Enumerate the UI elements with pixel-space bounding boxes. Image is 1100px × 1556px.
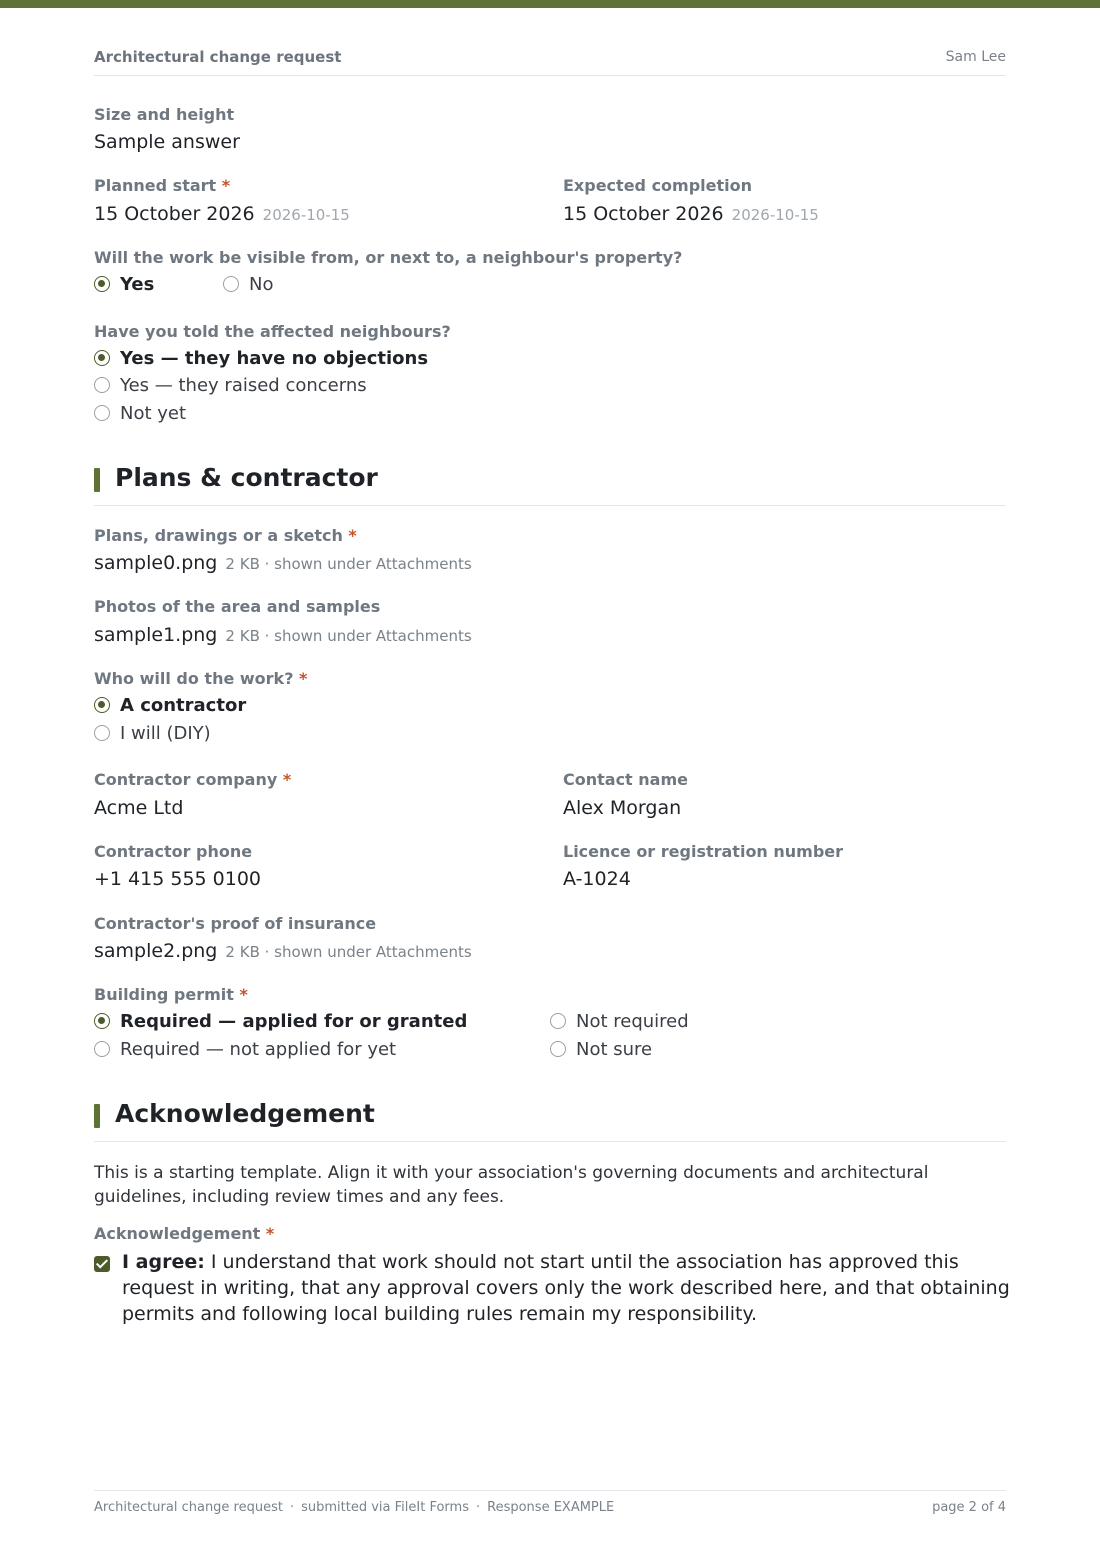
- form-title: Architectural change request: [94, 48, 342, 66]
- photos-file-value: [94, 624, 472, 646]
- planned-start-value: 15 October 2026 2026-10-15: [94, 203, 350, 225]
- page-header: [94, 48, 1006, 76]
- told-question: Have you told the affected neighbours?: [94, 322, 451, 341]
- required-mark: *: [265, 1224, 275, 1243]
- top-accent-bar: [0, 0, 1100, 8]
- radio-selected-icon: [94, 1013, 110, 1029]
- told-option-no-objections[interactable]: Yes — they have no objections: [94, 348, 428, 370]
- size-height-label: Size and height: [94, 105, 235, 124]
- required-mark: *: [239, 985, 248, 1004]
- radio-icon: [94, 1041, 110, 1057]
- required-mark: *: [299, 669, 308, 688]
- section-title: Plans & contractor: [115, 463, 378, 492]
- page-number: page 2 of 4: [932, 1500, 1006, 1515]
- expected-completion-value: 15 October 2026 2026-10-15: [563, 203, 819, 225]
- plans-filename: sample0.png: [94, 552, 218, 574]
- checkbox-checked-icon[interactable]: [94, 1256, 110, 1272]
- contractor-phone-label: Contractor phone: [94, 842, 253, 861]
- permit-option-not-required[interactable]: Not required: [550, 1011, 689, 1033]
- planned-start-label: Planned start *: [94, 176, 231, 195]
- licence-value: A-1024: [563, 868, 631, 890]
- acknowledgement-label: Acknowledgement *: [94, 1224, 275, 1243]
- respondent-name: Sam Lee: [945, 49, 1006, 65]
- agree-label: I agree:: [122, 1251, 205, 1273]
- footer-info: Architectural change request · submitted via FileIt Forms · Response EXAMPLE: [94, 1500, 615, 1515]
- insurance-file-label: Contractor's proof of insurance: [94, 914, 377, 933]
- contractor-phone-value: +1 415 555 0100: [94, 868, 262, 890]
- required-mark: *: [282, 770, 292, 789]
- contractor-company-label: Contractor company *: [94, 770, 292, 789]
- plans-file-value: [94, 552, 472, 574]
- footer-response: Response EXAMPLE: [487, 1500, 615, 1515]
- visible-question: Will the work be visible from, or next to, a neighbour's property?: [94, 248, 683, 267]
- required-mark: *: [348, 526, 357, 545]
- planned-start-iso: 2026-10-15: [262, 206, 350, 224]
- section-acknowledgement: [94, 1099, 1006, 1142]
- photos-file-label: Photos of the area and samples: [94, 597, 381, 616]
- section-accent-bar: [94, 468, 100, 492]
- agree-text: I understand that work should not start until the association has approved this request in writing, that any approval covers only the work described here, and that obtaining permits and following local building rules remain my responsibility.: [122, 1251, 1010, 1325]
- radio-icon: [550, 1013, 566, 1029]
- acknowledgement-statement: [122, 1249, 1012, 1327]
- plans-file-label: Plans, drawings or a sketch *: [94, 526, 357, 545]
- contact-name-label: Contact name: [563, 770, 688, 789]
- radio-icon: [94, 725, 110, 741]
- told-option-not-yet[interactable]: Not yet: [94, 403, 186, 425]
- photos-filename: sample1.png: [94, 624, 218, 646]
- permit-option-applied[interactable]: Required — applied for or granted: [94, 1011, 467, 1033]
- visible-option-no[interactable]: No: [223, 274, 273, 296]
- told-option-concerns[interactable]: Yes — they raised concerns: [94, 375, 367, 397]
- radio-selected-icon: [94, 350, 110, 366]
- who-option-contractor[interactable]: A contractor: [94, 695, 246, 717]
- plans-file-info: 2 KB · shown under Attachments: [225, 555, 472, 573]
- contractor-company-value: Acme Ltd: [94, 797, 184, 819]
- footer-submitted: submitted via FileIt Forms: [301, 1500, 469, 1515]
- radio-icon: [94, 377, 110, 393]
- footer-form-name: Architectural change request: [94, 1500, 283, 1515]
- radio-icon: [223, 276, 239, 292]
- radio-selected-icon: [94, 697, 110, 713]
- permit-option-not-sure[interactable]: Not sure: [550, 1039, 652, 1061]
- who-question: Who will do the work? *: [94, 669, 308, 688]
- radio-icon: [94, 405, 110, 421]
- expected-completion-iso: 2026-10-15: [731, 206, 819, 224]
- section-title: Acknowledgement: [115, 1099, 375, 1128]
- expected-completion-label: Expected completion: [563, 176, 753, 195]
- permit-option-not-applied[interactable]: Required — not applied for yet: [94, 1039, 396, 1061]
- who-option-diy[interactable]: I will (DIY): [94, 723, 211, 745]
- acknowledgement-note: This is a starting template. Align it with your association's governing documents and architectural guidelines, including review times and any fees.: [94, 1163, 929, 1207]
- permit-question: Building permit *: [94, 985, 248, 1004]
- photos-file-info: 2 KB · shown under Attachments: [225, 627, 472, 645]
- insurance-filename: sample2.png: [94, 940, 218, 962]
- visible-option-yes[interactable]: Yes: [94, 274, 154, 296]
- licence-label: Licence or registration number: [563, 842, 844, 861]
- section-plans-contractor: [94, 463, 1006, 506]
- size-height-value: Sample answer: [94, 131, 240, 153]
- page-footer: [94, 1490, 1006, 1520]
- contact-name-value: Alex Morgan: [563, 797, 682, 819]
- section-accent-bar: [94, 1104, 100, 1128]
- radio-selected-icon: [94, 276, 110, 292]
- radio-icon: [550, 1041, 566, 1057]
- insurance-file-info: 2 KB · shown under Attachments: [225, 943, 472, 961]
- required-mark: *: [221, 176, 231, 195]
- insurance-file-value: [94, 940, 472, 962]
